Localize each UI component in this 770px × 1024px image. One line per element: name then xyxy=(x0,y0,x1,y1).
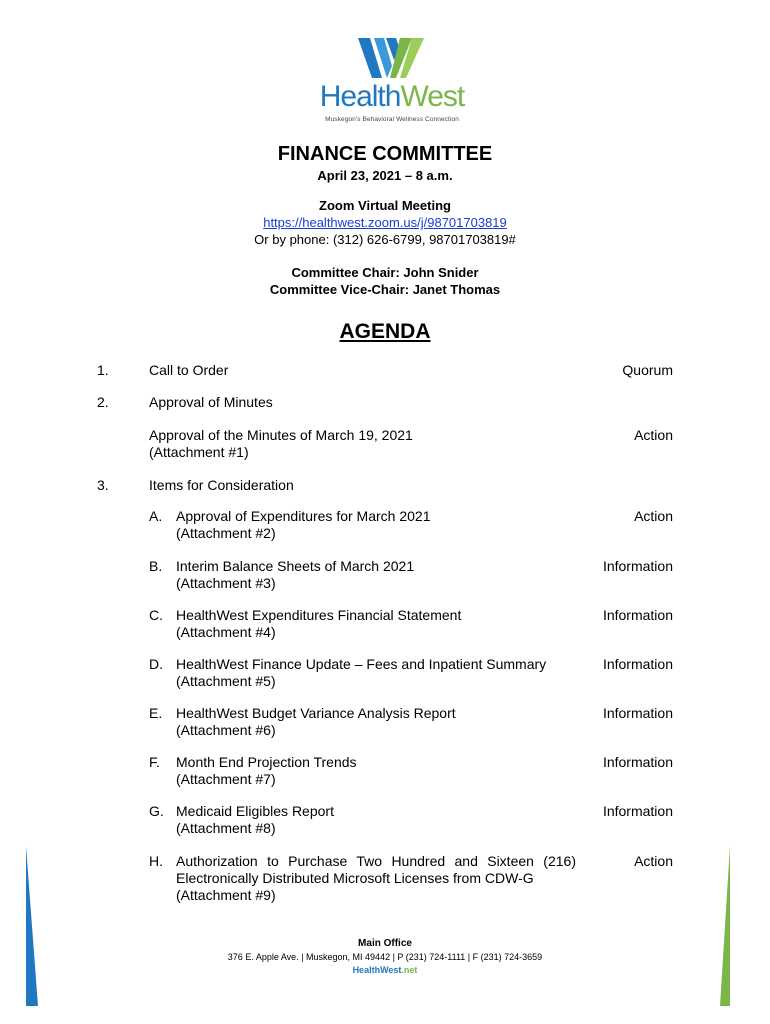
sub-item-action: Action xyxy=(634,853,673,869)
logo-wordmark: HealthWest xyxy=(319,80,465,113)
sub-item-text: Month End Projection Trends (Attachment #7) xyxy=(176,754,357,787)
minutes-approval-line1: Approval of the Minutes of March 19, 2021 xyxy=(149,427,413,443)
sub-item-action: Information xyxy=(602,705,673,721)
sub-item-letter: F. xyxy=(149,754,160,770)
agenda-item-number: 2. xyxy=(97,394,109,410)
healthwest-w-mark-icon xyxy=(356,36,426,80)
sub-item-action: Information xyxy=(602,607,673,623)
sub-item-action: Information xyxy=(602,656,673,672)
sub-item-letter: E. xyxy=(149,705,163,721)
sub-item-text: Authorization to Purchase Two Hundred and Sixteen (216) Electronically Distributed Microsoft Licenses from CDW-G (Attachment #9) xyxy=(176,853,576,903)
sub-item-letter: A. xyxy=(149,508,163,524)
meeting-location: Zoom Virtual Meeting xyxy=(319,198,451,213)
sub-item-text: Medicaid Eligibles Report (Attachment #8) xyxy=(176,803,334,836)
phone-dial-in: Or by phone: (312) 626-6799, 98701703819# xyxy=(254,232,516,247)
sub-item-letter: C. xyxy=(149,607,163,623)
footer-address: 376 E. Apple Ave. | Muskegon, MI 49442 | P (231) 724-1111 | F (231) 724-3659 xyxy=(227,952,543,962)
agenda-item-number: 1. xyxy=(97,362,109,378)
agenda-item-text: Approval of Minutes xyxy=(149,394,273,410)
sub-item-action: Information xyxy=(602,803,673,819)
sub-item-text: HealthWest Finance Update – Fees and Inpatient Summary (Attachment #5) xyxy=(176,656,547,689)
sub-item-letter: B. xyxy=(149,558,163,574)
sub-item-text: Approval of Expenditures for March 2021 (Attachment #2) xyxy=(176,508,431,541)
committee-chair: Committee Chair: John Snider xyxy=(291,265,479,280)
agenda-heading: AGENDA xyxy=(339,320,431,343)
blue-corner-triangle-icon xyxy=(26,846,38,1006)
healthwest-logo xyxy=(316,36,468,128)
sub-item-letter: D. xyxy=(149,656,163,672)
agenda-item-action: Action xyxy=(634,427,673,443)
agenda-item-number: 3. xyxy=(97,477,109,493)
agenda-item-text: Items for Consideration xyxy=(149,477,294,493)
sub-item-text: HealthWest Expenditures Financial Statement (Attachment #4) xyxy=(176,607,462,640)
minutes-approval-line2: (Attachment #1) xyxy=(149,444,249,460)
sub-item-letter: G. xyxy=(149,803,164,819)
meeting-date: April 23, 2021 – 8 a.m. xyxy=(317,168,453,183)
sub-item-text: Interim Balance Sheets of March 2021 (Attachment #3) xyxy=(176,558,415,591)
sub-item-action: Action xyxy=(634,508,673,524)
committee-vice-chair: Committee Vice-Chair: Janet Thomas xyxy=(269,282,501,297)
sub-item-action: Information xyxy=(602,558,673,574)
sub-item-text: HealthWest Budget Variance Analysis Report (Attachment #6) xyxy=(176,705,456,738)
green-corner-triangle-icon xyxy=(720,846,730,1006)
agenda-item-text: Call to Order xyxy=(149,362,229,378)
footer-office-label: Main Office xyxy=(358,938,412,949)
zoom-link[interactable]: https://healthwest.zoom.us/j/98701703819 xyxy=(263,215,507,230)
sub-item-action: Information xyxy=(602,754,673,770)
committee-title: FINANCE COMMITTEE xyxy=(277,143,493,165)
agenda-item-action: Quorum xyxy=(622,362,673,378)
footer-website[interactable]: HealthWest.net xyxy=(352,965,418,975)
logo-tagline: Muskegon's Behavioral Wellness Connection xyxy=(325,116,459,123)
sub-item-letter: H. xyxy=(149,853,163,869)
